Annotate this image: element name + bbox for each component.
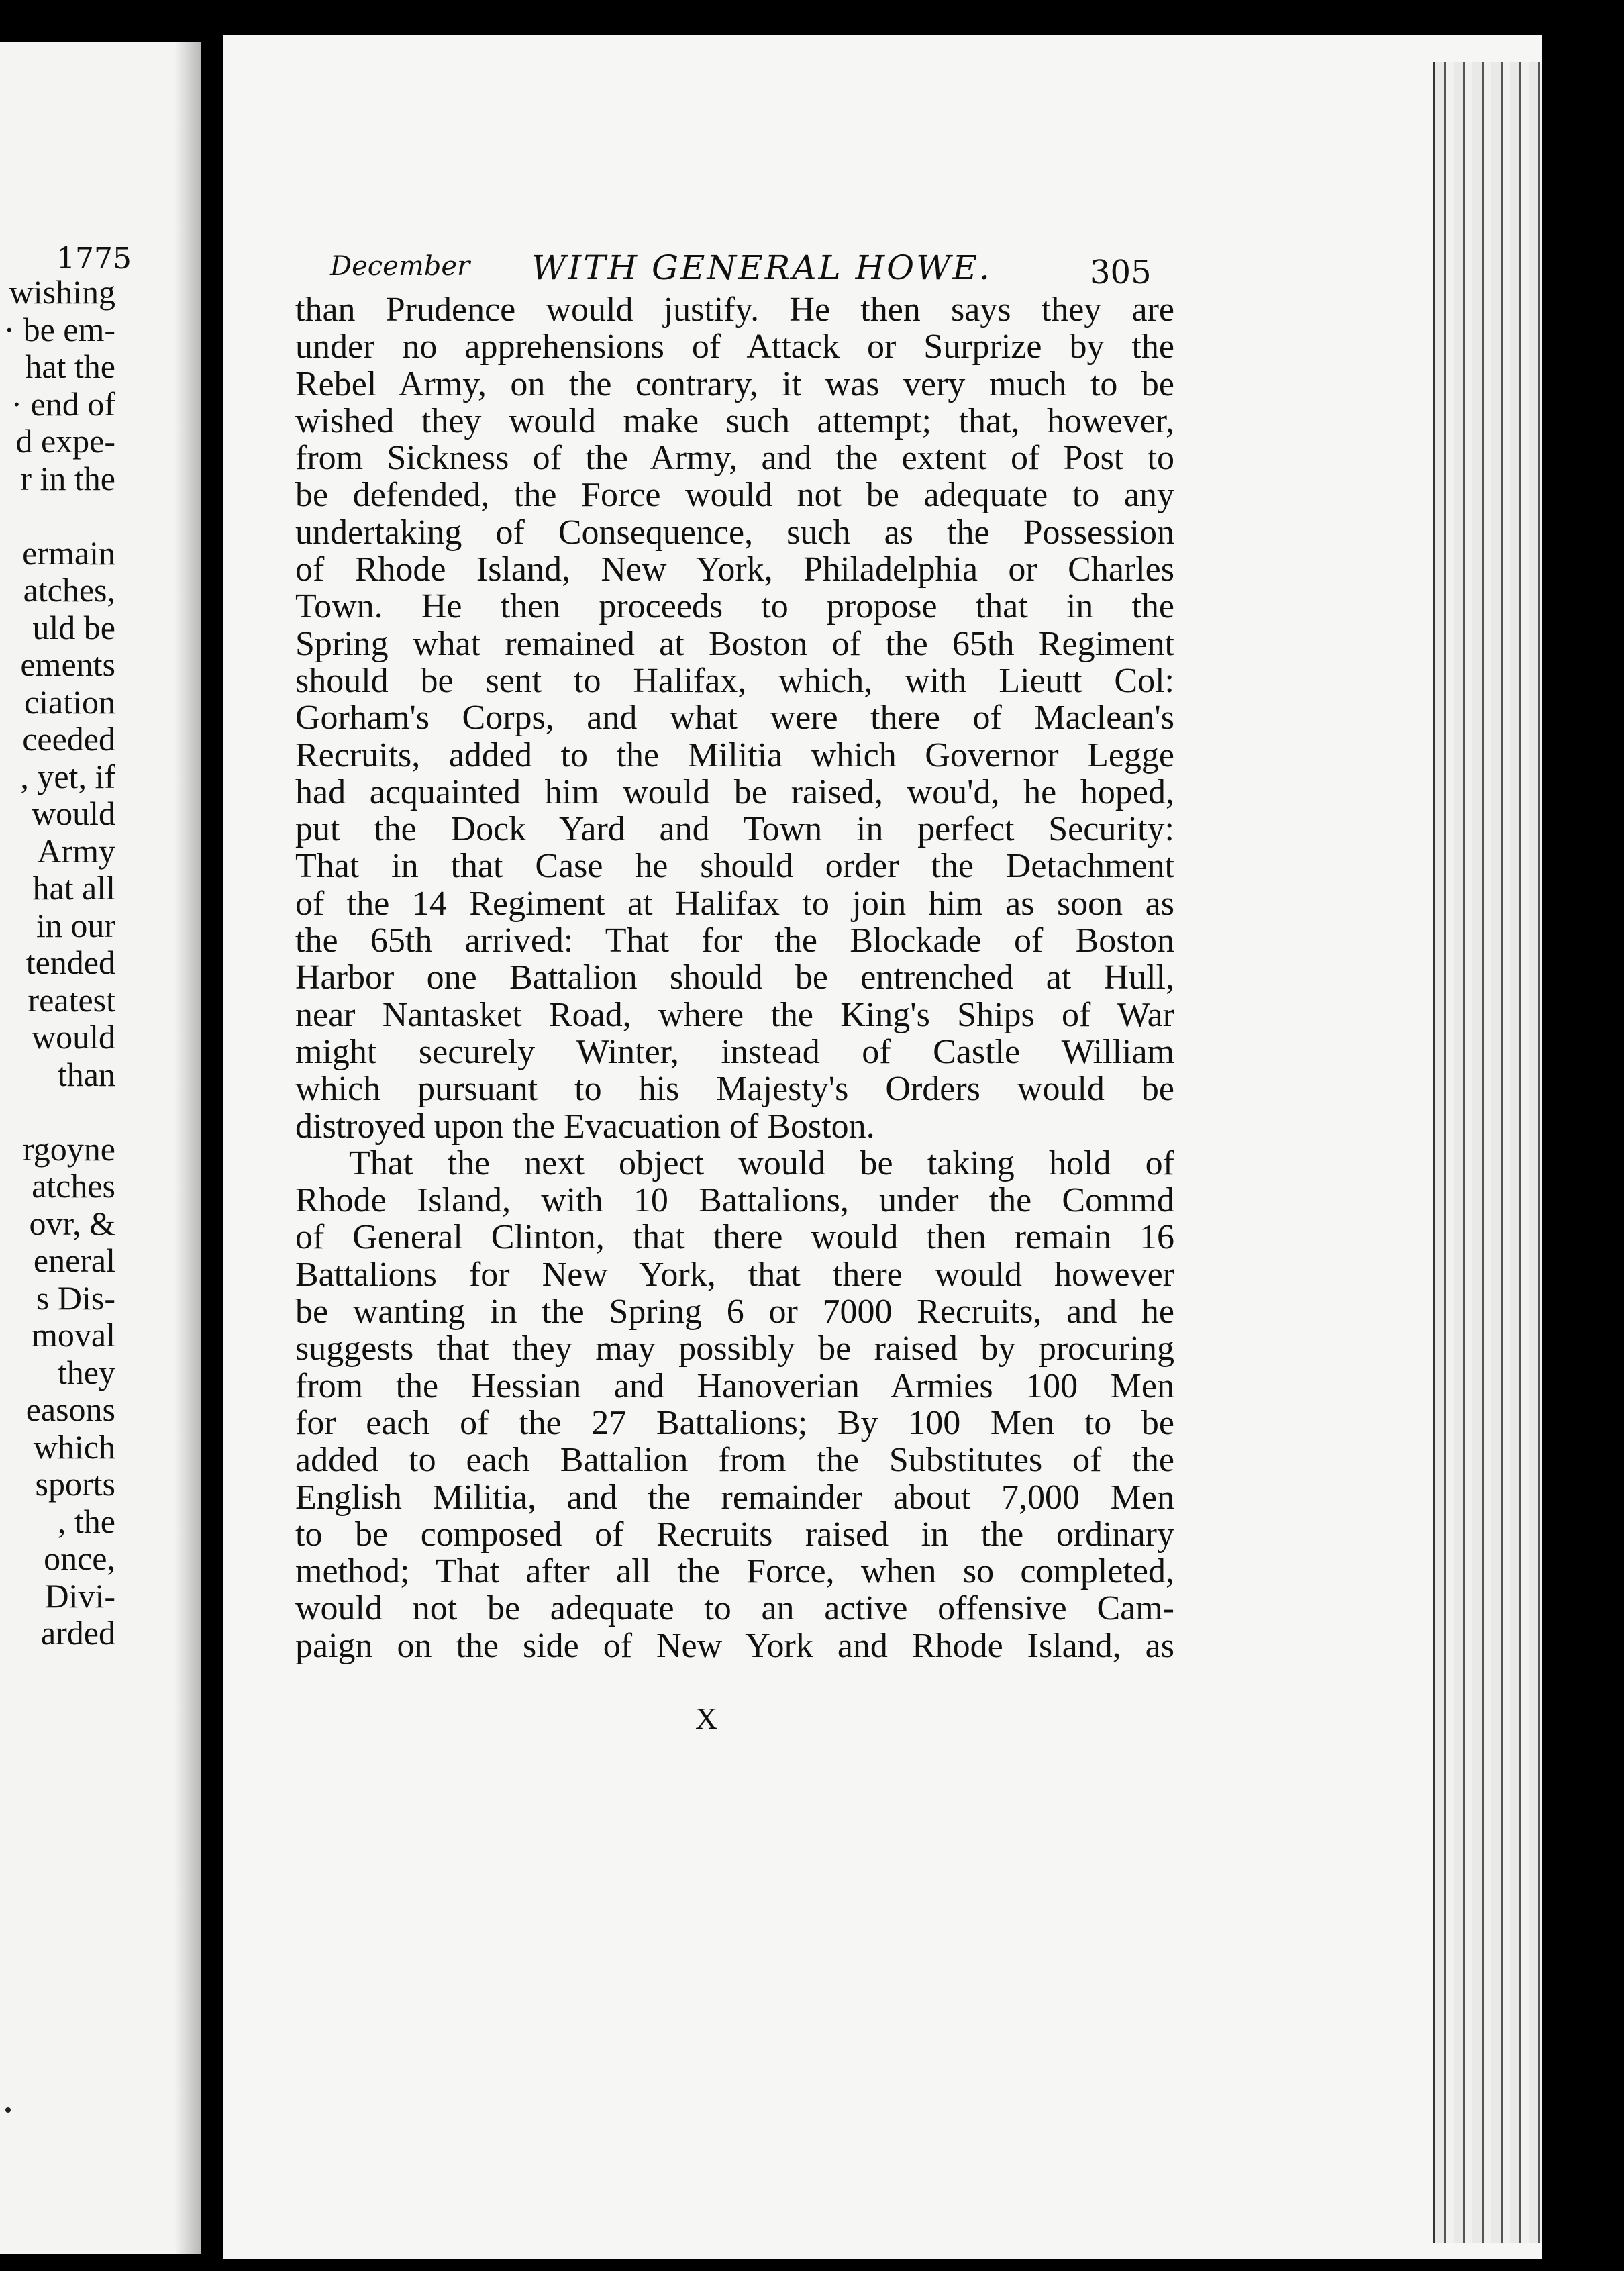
left-line: ciation xyxy=(23,683,115,721)
text-line: distroyed upon the Evacuation of Boston. xyxy=(295,1107,875,1145)
text-line: That the next object would be taking hold of xyxy=(349,1144,1174,1182)
left-page-text xyxy=(3,274,115,1652)
text-line: Battalions for New York, that there would however xyxy=(295,1256,1174,1294)
left-line: ovr, & xyxy=(29,1204,115,1242)
left-line: they xyxy=(57,1353,115,1391)
left-line-gap xyxy=(3,1093,115,1131)
text-line: Gorham's Corps, and what were there of Maclean's xyxy=(295,699,1174,737)
left-line: uld be xyxy=(32,608,115,646)
main-page xyxy=(223,35,1542,2259)
left-line: ceeded xyxy=(22,720,115,758)
text-line: That in that Case he should order the Detachment xyxy=(295,848,1174,885)
left-line: atches, xyxy=(23,571,115,609)
text-line: might securely Winter, instead of Castle William xyxy=(295,1033,1174,1071)
text-line: English Militia, and the remainder about 7,000 Men xyxy=(295,1478,1174,1516)
left-page-year: 1775 xyxy=(56,242,132,276)
left-line: rgoyne xyxy=(23,1129,115,1168)
text-line: than Prudence would justify. He then says they are xyxy=(295,291,1174,329)
running-head-month: December xyxy=(330,251,470,282)
text-line: under no apprehensions of Attack or Surprize by the xyxy=(295,328,1174,366)
left-line: Divi- xyxy=(44,1576,115,1615)
text-line: would not be adequate to an active offensive Cam- xyxy=(295,1590,1174,1627)
text-line: paign on the side of New York and Rhode Island, as xyxy=(295,1627,1174,1664)
text-line: which pursuant to his Majesty's Orders would be xyxy=(295,1070,1174,1108)
left-line: eneral xyxy=(33,1242,115,1279)
left-line: hat all xyxy=(32,869,115,907)
left-line: easons xyxy=(26,1391,115,1428)
left-line: moval xyxy=(32,1316,115,1354)
text-line: had acquainted him would be raised, wou'd, he hoped, xyxy=(295,773,1174,811)
left-line: s Dis- xyxy=(36,1278,115,1317)
left-line: in our xyxy=(36,906,115,944)
left-line: reatest xyxy=(28,980,115,1019)
left-line: hat the xyxy=(25,348,115,385)
text-line: of General Clinton, that there would then remain 16 xyxy=(295,1219,1174,1256)
page-edges xyxy=(1433,62,1542,2243)
left-line: than xyxy=(57,1055,115,1093)
left-line: sports xyxy=(35,1465,115,1503)
text-line: of Rhode Island, New York, Philadelphia or Charles xyxy=(295,551,1174,589)
gutter-shadow xyxy=(174,42,201,2254)
left-line: arded xyxy=(40,1614,115,1652)
left-line: ermain xyxy=(22,534,115,572)
text-line: to be composed of Recruits raised in the ordinary xyxy=(295,1515,1174,1554)
text-line: suggests that they may possibly be raised by procuring xyxy=(295,1330,1174,1368)
left-line: · be em- xyxy=(3,310,115,348)
left-facing-page xyxy=(0,42,201,2254)
text-line: Spring what remained at Boston of the 65th Regiment xyxy=(295,625,1174,662)
left-line: which xyxy=(33,1427,115,1466)
left-line: Army xyxy=(37,831,115,870)
text-line: put the Dock Yard and Town in perfect Security: xyxy=(295,811,1174,848)
text-line: near Nantasket Road, where the King's Ships of War xyxy=(295,996,1174,1033)
left-line: · end of xyxy=(11,385,115,423)
page-number: 305 xyxy=(1090,254,1152,291)
left-line: wishing xyxy=(9,273,115,311)
left-line: once, xyxy=(44,1540,115,1577)
left-line: tended xyxy=(26,944,115,981)
left-line-gap xyxy=(3,497,115,535)
text-line: should be sent to Halifax, which, with Lieutt Col: xyxy=(295,662,1174,700)
running-head xyxy=(223,244,1542,291)
left-line: would xyxy=(32,1018,115,1056)
margin-speck xyxy=(5,2107,11,2113)
text-line: Harbor one Battalion should be entrenched at Hull, xyxy=(295,959,1174,997)
text-line: wished they would make such attempt; that, however, xyxy=(295,402,1174,440)
text-line: from Sickness of the Army, and the extent of Post to xyxy=(295,440,1174,477)
running-head-title: WITH GENERAL HOWE. xyxy=(531,248,992,287)
left-line: d expe- xyxy=(15,422,115,460)
text-line: added to each Battalion from the Substitutes of the xyxy=(295,1442,1174,1479)
text-line: method; That after all the Force, when so completed, xyxy=(295,1553,1174,1591)
body-text xyxy=(295,291,1174,1664)
text-line: for each of the 27 Battalions; By 100 Men to be xyxy=(295,1404,1174,1442)
left-line: atches xyxy=(32,1167,115,1205)
signature-mark: X xyxy=(695,1701,718,1735)
left-line: , the xyxy=(57,1502,115,1540)
text-line: Rebel Army, on the contrary, it was very much to be xyxy=(295,365,1174,403)
text-line: be wanting in the Spring 6 or 7000 Recruits, and he xyxy=(295,1293,1174,1331)
left-line: r in the xyxy=(20,459,115,497)
text-line: Town. He then proceeds to propose that in the xyxy=(295,588,1174,625)
text-line: Rhode Island, with 10 Battalions, under the Commd xyxy=(295,1182,1174,1219)
left-line: ements xyxy=(20,646,115,683)
text-line: be defended, the Force would not be adequate to any xyxy=(295,476,1174,514)
text-line: the 65th arrived: That for the Blockade of Boston xyxy=(295,922,1174,960)
text-line: undertaking of Consequence, such as the Possession xyxy=(295,513,1174,552)
left-line: , yet, if xyxy=(20,757,115,795)
text-line: from the Hessian and Hanoverian Armies 100 Men xyxy=(295,1367,1174,1405)
text-line: of the 14 Regiment at Halifax to join him as soon as xyxy=(295,885,1174,923)
text-line: Recruits, added to the Militia which Governor Legge xyxy=(295,736,1174,774)
left-line: would xyxy=(32,795,115,832)
